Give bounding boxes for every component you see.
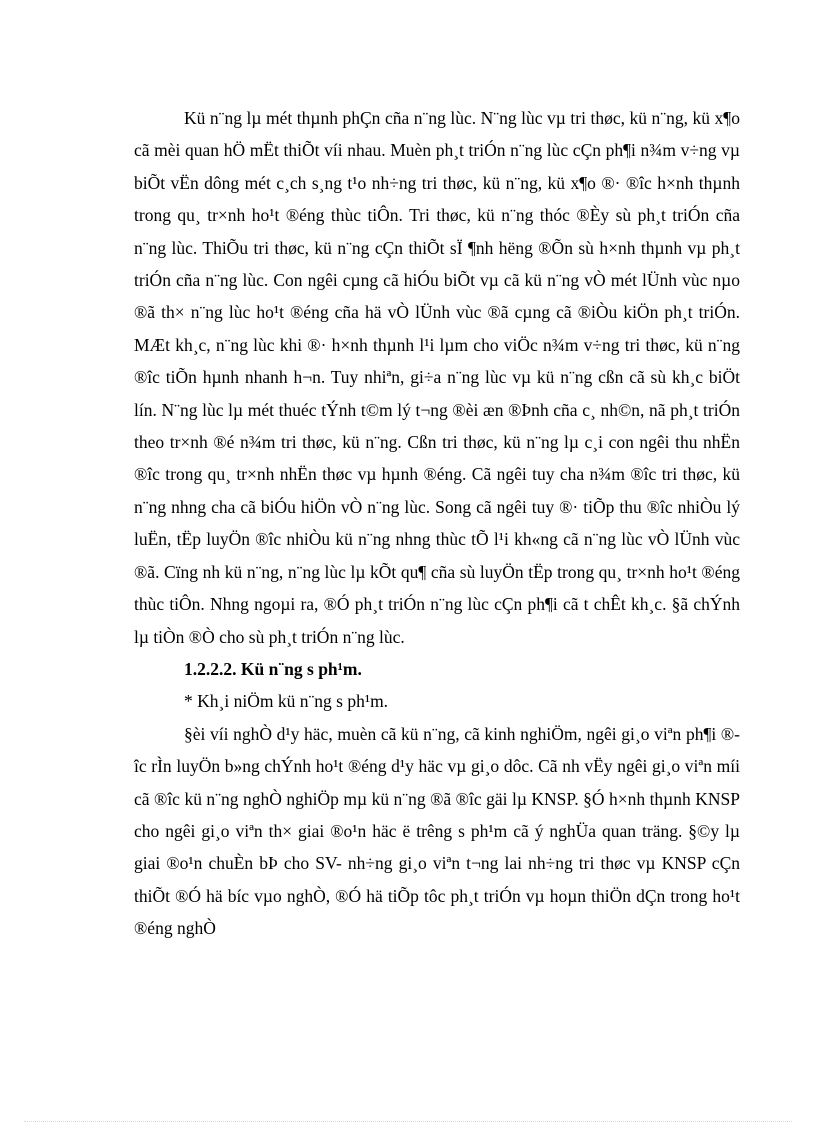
paragraph-teaching-skills: §èi víi nghÒ d¹y häc, muèn cã kü n¨ng, cã kinh nghiÖm, ngêi gi¸o viªn ph¶i ®îc rÌn luyÖn b»ng chÝnh ho¹t ®éng d¹y häc vµ gi¸o dôc. Cã nh vËy ngêi gi¸o viªn míi cã ®îc kü n¨ng nghÒ nghiÖp mµ kü n¨ng ®ã ®îc gäi lµ KNSP. §Ó h×nh thµnh KNSP cho ngêi gi¸o viªn th× giai ®o¹n häc ë trêng s ph¹m cã ý nghÜa quan träng. §©y lµ giai ®o¹n chuÈn bÞ cho SV- nh÷ng gi¸o viªn t¬ng lai nh÷ng tri thøc vµ KNSP cÇn thiÕt ®Ó hä bíc vµo nghÒ, ®Ó hä tiÕp tôc ph¸t triÓn vµ hoµn thiÖn dÇn trong ho¹t ®éng nghÒ [134, 723, 740, 939]
sub-heading: * Kh¸i niÖm kü n¨ng s ph¹m. [184, 691, 389, 712]
section-heading: 1.2.2.2. Kü n¨ng s ph¹m. [184, 658, 362, 679]
paragraph-skills-and-competence: Kü n¨ng lµ mét thµnh phÇn cña n¨ng lùc. N¨ng lùc vµ tri thøc, kü n¨ng, kü x¶o cã mèi quan hÖ mËt thiÕt víi nhau. Muèn ph¸t triÓn n¨ng lùc cÇn ph¶i n¾m v÷ng vµ biÕt vËn dông mét c¸ch s¸ng t¹o nh÷ng tri thøc, kü n¨ng, kü x¶o ®· ®îc h×nh thµnh trong qu¸ tr×nh ho¹t ®éng thùc tiÔn. Tri thøc, kü n¨ng thóc ®Èy sù ph¸t triÓn cña n¨ng lùc. ThiÕu tri thøc, kü n¨ng cÇn thiÕt sÏ ¶nh hëng ®Õn sù h×nh thµnh vµ ph¸t triÓn cña n¨ng lùc. Con ngêi cµng cã hiÓu biÕt vµ cã kü n¨ng vÒ mét lÜnh vùc nµo ®ã th× n¨ng lùc ho¹t ®éng cña hä vÒ lÜnh vùc ®ã cµng cã ®iÒu kiÖn ph¸t triÓn. MÆt kh¸c, n¨ng lùc khi ®· h×nh thµnh l¹i lµm cho viÖc n¾m v÷ng tri thøc, kü n¨ng ®îc tiÕn hµnh nhanh h¬n. Tuy nhiªn, gi÷a n¨ng lùc vµ kü n¨ng cßn cã sù kh¸c biÖt lín. N¨ng lùc lµ mét thuéc tÝnh t©m lý t¬ng ®èi æn ®Þnh cña c¸ nh©n, nã ph¸t triÓn theo tr×nh ®é n¾m tri thøc, kü n¨ng. Cßn tri thøc, kü n¨ng lµ c¸i con ngêi thu nhËn ®îc trong qu¸ tr×nh nhËn thøc vµ hµnh ®éng. Cã ngêi tuy cha n¾m ®îc tri thøc, kü n¨ng nhng cha cã biÓu hiÖn vÒ n¨ng lùc. Song cã ngêi tuy ®· tiÕp thu ®îc nhiÒu lý luËn, tËp luyÖn ®îc nhiÒu kü n¨ng nhng thùc tÕ l¹i kh«ng cã n¨ng lùc vÒ lÜnh vùc ®ã. Cïng nh kü n¨ng, n¨ng lùc lµ kÕt qu¶ cña sù luyÖn tËp trong qu¸ tr×nh ho¹t ®éng thùc tiÔn. Nhng ngoµi ra, ®Ó ph¸t triÓn n¨ng lùc cÇn ph¶i cã t chÊt kh¸c. §ã chÝnh lµ tiÒn ®Ò cho sù ph¸t triÓn n¨ng lùc. [134, 108, 740, 647]
document-body [134, 102, 740, 945]
page-bottom-rule [24, 1121, 792, 1122]
